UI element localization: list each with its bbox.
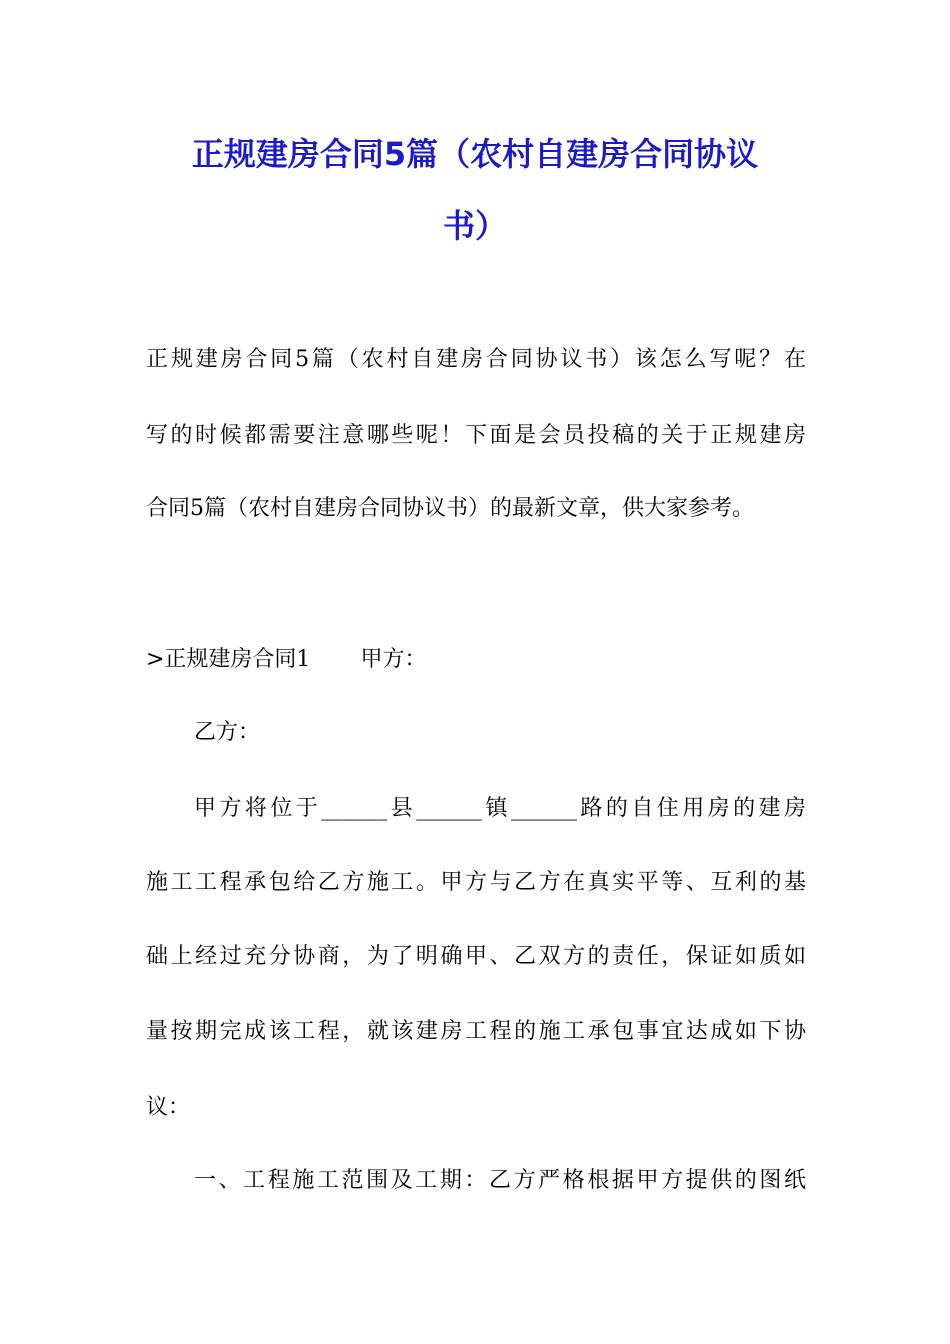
para1-line-1: 甲方将位于______县______镇______路的自住用房的建房 — [194, 796, 806, 821]
party-b-label: 乙方： — [194, 720, 261, 745]
section-1-heading-row — [146, 645, 426, 675]
section-1-heading: >正规建房合同1 — [146, 647, 311, 672]
document-title-line-2: 书） — [442, 207, 507, 245]
para2-line-1: 一、工程施工范围及工期：乙方严格根据甲方提供的图纸 — [194, 1168, 806, 1193]
para1-line-2: 施工工程承包给乙方施工。甲方与乙方在真实平等、互利的基 — [146, 870, 806, 895]
para1-line-4: 量按期完成该工程，就该建房工程的施工承包事宜达成如下协 — [146, 1019, 806, 1044]
para1-line-5: 议： — [146, 1095, 191, 1120]
document-title-line-1: 正规建房合同5篇（农村自建房合同协议 — [191, 135, 759, 173]
intro-line-2: 写的时候都需要注意哪些呢！下面是会员投稿的关于正规建房 — [146, 423, 806, 448]
intro-line-1: 正规建房合同5篇（农村自建房合同协议书）该怎么写呢？在 — [146, 347, 806, 372]
para1-line-3: 础上经过充分协商，为了明确甲、乙双方的责任，保证如质如 — [146, 944, 806, 969]
party-a-label: 甲方： — [360, 647, 427, 672]
intro-line-3: 合同5篇（农村自建房合同协议书）的最新文章，供大家参考。 — [146, 496, 754, 521]
